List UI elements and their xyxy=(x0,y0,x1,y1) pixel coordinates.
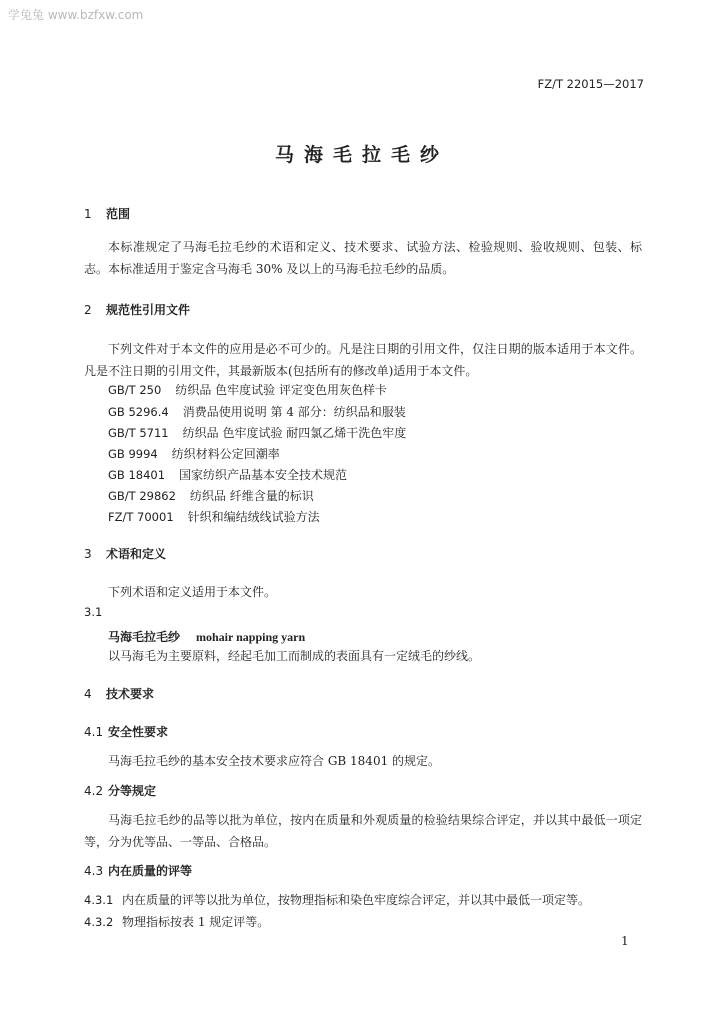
section-4-2-text: 马海毛拉毛纱的品等以批为单位，按内在质量和外观质量的检验结果综合评定，并以其中最低一项定等，分为优等品、一等品、合格品。 xyxy=(84,813,642,849)
reference-code: GB/T 5711 xyxy=(108,426,169,440)
page-title: 马海毛拉毛纱 xyxy=(274,144,449,166)
term-english: mohair napping yarn xyxy=(196,630,306,644)
reference-item xyxy=(108,424,406,441)
section-1-heading xyxy=(84,205,130,222)
reference-code: GB 5296.4 xyxy=(108,405,169,419)
section-number: 3 xyxy=(84,547,92,561)
reference-item xyxy=(108,445,280,462)
reference-code: FZ/T 70001 xyxy=(108,510,174,524)
section-title: 内在质量的评等 xyxy=(108,864,193,878)
reference-code: GB/T 250 xyxy=(108,383,162,397)
section-3-heading xyxy=(84,545,166,562)
section-1-paragraph-1: 本标准规定了马海毛拉毛纱的术语和定义、技术要求、试验方法、检验规则、验收规则、包装、标志。 xyxy=(84,240,642,276)
section-number: 4.1 xyxy=(84,725,104,739)
clause-4-3-2 xyxy=(84,913,269,930)
reference-title: 纺织品 纤维含量的标识 xyxy=(189,489,314,503)
reference-title: 纺织品 色牢度试验 评定变色用灰色样卡 xyxy=(175,383,387,397)
section-3-intro: 下列术语和定义适用于本文件。 xyxy=(108,585,277,599)
section-2-heading xyxy=(84,301,190,318)
term-chinese: 马海毛拉毛纱 xyxy=(108,630,181,644)
section-title: 技术要求 xyxy=(106,687,155,701)
reference-title: 国家纺织产品基本安全技术规范 xyxy=(179,468,348,482)
term-entry xyxy=(108,626,305,645)
section-4-heading xyxy=(84,685,154,702)
reference-item xyxy=(108,466,347,483)
section-4-1-text: 马海毛拉毛纱的基本安全技术要求应符合 GB 18401 的规定。 xyxy=(108,754,441,768)
reference-title: 纺织品 色牢度试验 耐四氯乙烯干洗色牢度 xyxy=(182,426,407,440)
section-4-1-heading xyxy=(84,723,168,740)
reference-item xyxy=(108,403,406,420)
section-number: 1 xyxy=(84,207,92,221)
section-title: 规范性引用文件 xyxy=(106,303,191,317)
section-number: 4.3 xyxy=(84,864,104,878)
term-definition: 以马海毛为主要原料，经起毛加工而制成的表面具有一定绒毛的纱线。 xyxy=(108,649,481,663)
section-4-2-heading xyxy=(84,782,156,799)
clause-4-3-1 xyxy=(84,891,590,908)
reference-code: GB/T 29862 xyxy=(108,489,176,503)
reference-item xyxy=(108,508,320,525)
section-title: 安全性要求 xyxy=(108,725,169,739)
clause-text: 内在质量的评等以批为单位，按物理指标和染色牢度综合评定，并以其中最低一项定等。 xyxy=(122,893,591,907)
section-number: 4 xyxy=(84,687,92,701)
reference-item xyxy=(108,487,314,504)
document-number: FZ/T 22015—2017 xyxy=(537,77,644,91)
clause-text: 物理指标按表 1 规定评等。 xyxy=(122,915,270,929)
section-1-paragraph-2: 本标准适用于鉴定含马海毛 30% 及以上的马海毛拉毛纱的品质。 xyxy=(108,262,455,276)
reference-title: 消费品使用说明 第 4 部分：纺织品和服装 xyxy=(182,405,406,419)
section-title: 范围 xyxy=(106,207,131,221)
reference-item xyxy=(108,381,387,398)
section-4-3-heading xyxy=(84,862,192,879)
section-2-intro: 下列文件对于本文件的应用是必不可少的。凡是注日期的引用文件，仅注日期的版本适用于本文件。凡是不注日期的引用文件，其最新版本(包括所有的修改单)适用于本文件。 xyxy=(84,342,642,378)
section-number: 4.2 xyxy=(84,784,104,798)
reference-code: GB 18401 xyxy=(108,468,166,482)
term-number: 3.1 xyxy=(84,605,103,619)
watermark: 学兔兔 www.bzfxw.com xyxy=(8,8,144,22)
clause-number: 4.3.1 xyxy=(84,893,114,907)
section-title: 术语和定义 xyxy=(106,547,167,561)
reference-title: 纺织材料公定回潮率 xyxy=(171,447,280,461)
section-title: 分等规定 xyxy=(108,784,157,798)
reference-title: 针织和编结绒线试验方法 xyxy=(187,510,320,524)
reference-code: GB 9994 xyxy=(108,447,158,461)
clause-number: 4.3.2 xyxy=(84,915,114,929)
page-number: 1 xyxy=(621,934,629,948)
section-number: 2 xyxy=(84,303,92,317)
